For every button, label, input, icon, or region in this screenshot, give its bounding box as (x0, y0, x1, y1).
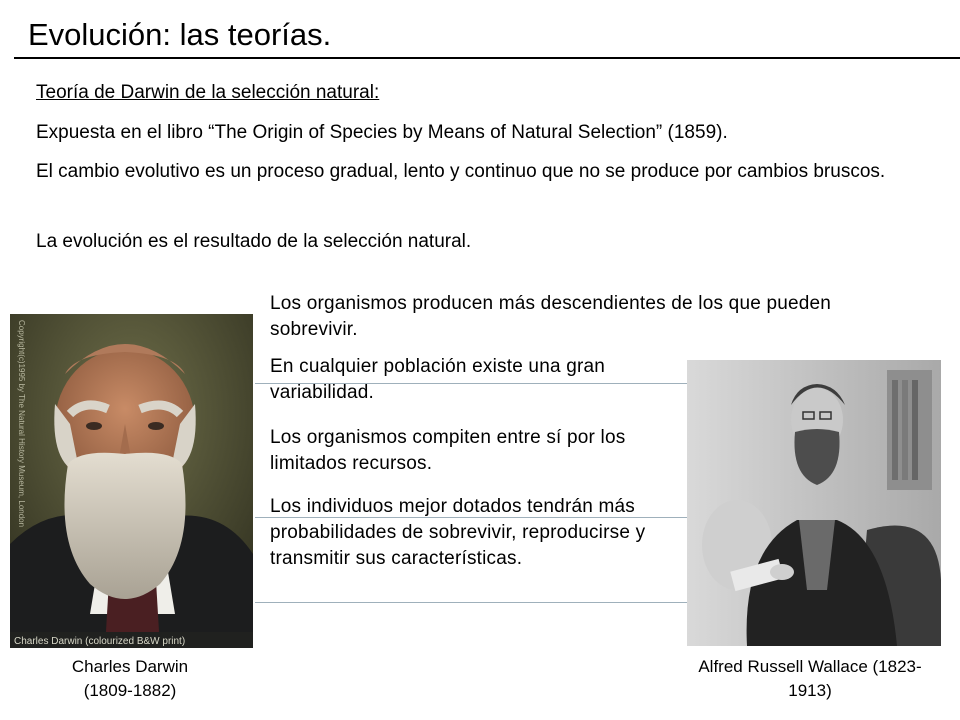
natural-selection-paragraph: La evolución es el resultado de la selección natural. (36, 231, 472, 252)
darwin-photo-copyright: Copyright(c)1995 by The Natural History Museum, London (17, 320, 26, 528)
principle-variability: En cualquier población existe una gran variabilidad. (270, 356, 606, 403)
charles-darwin-photo (10, 314, 253, 648)
wallace-caption-line2: 1913) (788, 681, 832, 700)
principle-competition: Los organismos compiten entre sí por los limitados recursos. (270, 427, 626, 474)
darwin-caption-name: Charles Darwin (71, 657, 189, 676)
slide-title: Evolución: las teorías. (28, 17, 332, 52)
darwin-caption-years: (1809-1882) (83, 681, 177, 700)
darwin-photo-credit: Charles Darwin (colourized B&W print) (14, 636, 186, 647)
darwin-theory-heading: Teoría de Darwin de la selección natural: (36, 82, 380, 103)
gradual-change-paragraph: El cambio evolutivo es un proceso gradual, lento y continuo que no se produce por cambios bruscos. (36, 161, 886, 182)
principle-overproduction: Los organismos producen más descendientes de los que pueden sobrevivir. (270, 293, 832, 340)
divider-line (255, 602, 687, 603)
wallace-caption-line1: Alfred Russell Wallace (1823- (698, 657, 922, 676)
principle-survival-of-fittest: Los individuos mejor dotados tendrán más probabilidades de sobrevivir, reproducirse y transmitir sus características. (270, 496, 646, 569)
alfred-wallace-photo (687, 360, 941, 646)
title-underline (14, 57, 960, 59)
origin-of-species-paragraph: Expuesta en el libro “The Origin of Species by Means of Natural Selection” (1859). (36, 122, 728, 143)
